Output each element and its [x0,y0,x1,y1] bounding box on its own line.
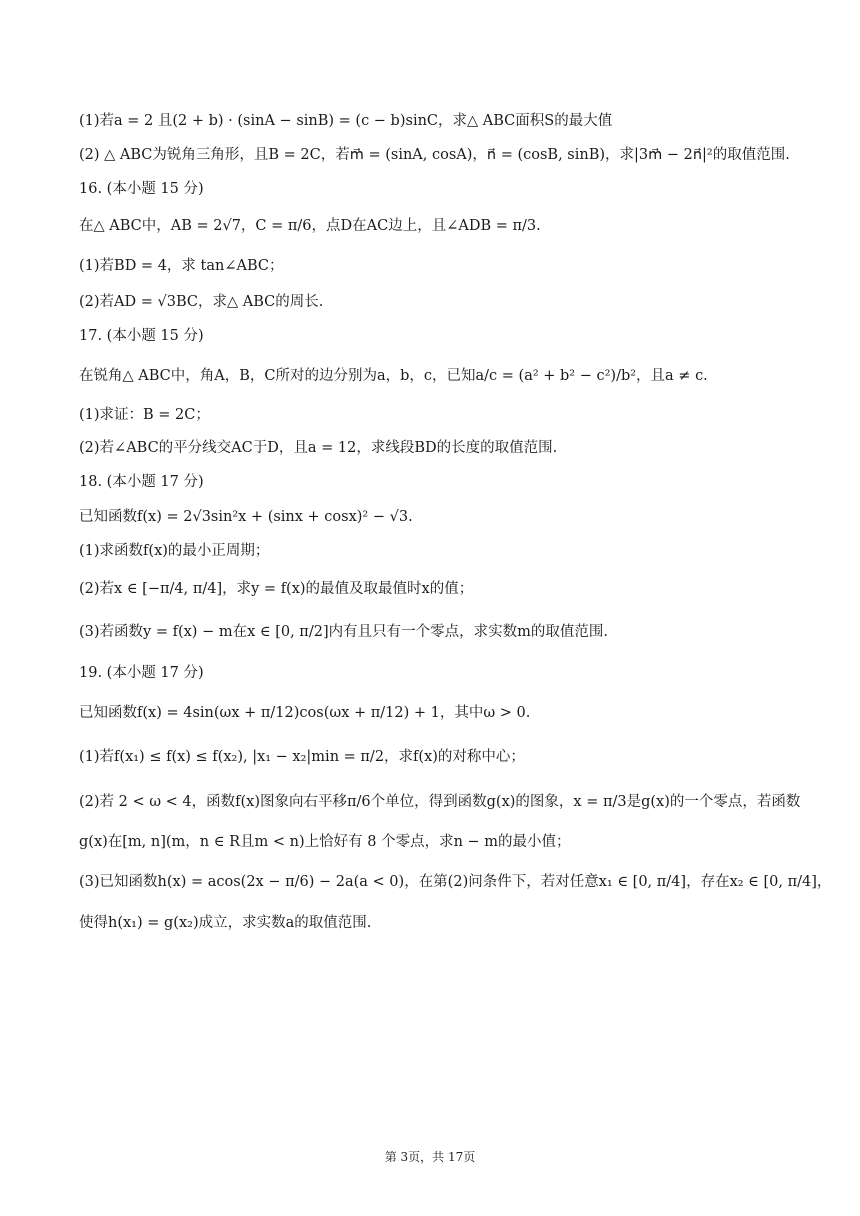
q19-part2-line1: (2)若 2 < ω < 4，函数f(x)图象向右平移π/6个单位，得到函数g(x)的图象，x = π/3是g(x)的一个零点，若函数 [79,794,801,810]
q19-part2-line2: g(x)在[m, n](m，n ∈ R且m < n)上恰好有 8 个零点，求n − m的最小值； [79,834,571,850]
q19-part3-line1: (3)已知函数h(x) = acos(2x − π/6) − 2a(a < 0)，在第(2)问条件下，若对任意x₁ ∈ [0, π/4]，存在x₂ ∈ [0, π/4]， [79,874,832,890]
q19-stem: 已知函数f(x) = 4sin(ωx + π/12)cos(ωx + π/12) + 1，其中ω > 0. [79,705,531,721]
q19-heading: 19. (本小题 17 分) [79,665,204,681]
q18-heading: 18. (本小题 17 分) [79,474,204,490]
q17-part2: (2)若∠ABC的平分线交AC于D，且a = 12，求线段BD的长度的取值范围. [79,440,558,456]
q16-part1: (1)若BD = 4，求 tan∠ABC； [79,258,284,274]
q17-heading: 17. (本小题 15 分) [79,328,204,344]
page-footer: 第 3页，共 17页 [384,1150,476,1164]
q18-stem: 已知函数f(x) = 2√3sin²x + (sinx + cosx)² − √3. [79,509,413,525]
q16-stem: 在△ ABC中，AB = 2√7，C = π/6，点D在AC边上，且∠ADB = π/3. [79,218,541,234]
q15-part1: (1)若a = 2 且(2 + b) · (sinA − sinB) = (c − b)sinC，求△ ABC面积S的最大值 [79,113,613,129]
q17-part1: (1)求证：B = 2C； [79,407,210,423]
q18-part3: (3)若函数y = f(x) − m在x ∈ [0, π/2]内有且只有一个零点，求实数m的取值范围. [79,624,608,640]
q16-heading: 16. (本小题 15 分) [79,181,204,197]
q18-part2: (2)若x ∈ [−π/4, π/4]，求y = f(x)的最值及取最值时x的值； [79,581,474,597]
q15-part2: (2) △ ABC为锐角三角形，且B = 2C，若m⃗ = (sinA, cosA)，n⃗ = (cosB, sinB)，求|3m⃗ − 2n⃗|²的取值范围. [79,147,790,163]
q16-part2: (2)若AD = √3BC，求△ ABC的周长. [79,294,324,310]
q17-stem: 在锐角△ ABC中，角A，B，C所对的边分别为a，b，c，已知a/c = (a² + b² − c²)/b²，且a ≠ c. [79,368,708,384]
q18-part1: (1)求函数f(x)的最小正周期； [79,543,270,559]
q19-part3-line2: 使得h(x₁) = g(x₂)成立，求实数a的取值范围. [79,915,372,931]
q19-part1: (1)若f(x₁) ≤ f(x) ≤ f(x₂), |x₁ − x₂|min = π/2，求f(x)的对称中心； [79,749,525,765]
